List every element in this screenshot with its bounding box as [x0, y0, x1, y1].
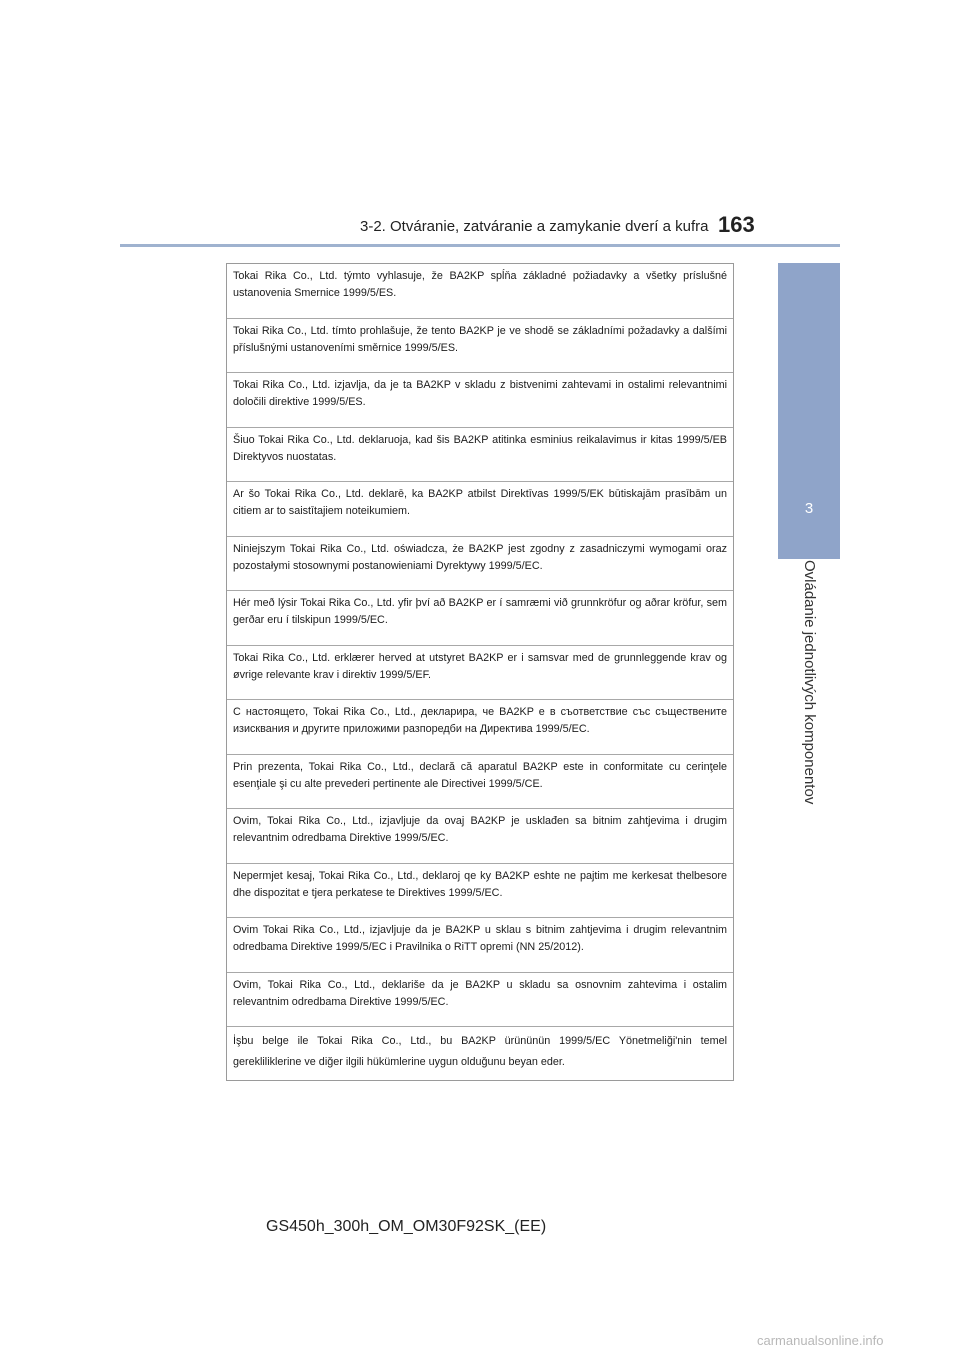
declaration-row: Tokai Rika Co., Ltd. izjavlja, da je ta BA2KP v skladu z bistvenimi zahtevami in ostalimi relevantnimi določili direktive 1999/5/ES. [227, 373, 733, 428]
watermark-link[interactable]: carmanualsonline.info [757, 1333, 884, 1348]
declaration-row: Tokai Rika Co., Ltd. týmto vyhlasuje, že BA2KP spĺňa základné požiadavky a všetky príslušné ustanovenia Smernice 1999/5/ES. [227, 264, 733, 319]
chapter-number: 3 [804, 500, 814, 517]
footer-document-code: GS450h_300h_OM_OM30F92SK_(EE) [266, 1218, 547, 1235]
declaration-table [226, 263, 734, 1081]
declaration-row: İşbu belge ile Tokai Rika Co., Ltd., bu BA2KP ürününün 1999/5/EC Yönetmeliği'nin temel gerekliliklerine ve diğer ilgili hükümlerine uygun olduğunu beyan eder. [233, 1035, 727, 1068]
declaration-row: Šiuo Tokai Rika Co., Ltd. deklaruoja, kad šis BA2KP atitinka esminius reikalavimus ir kitas 1999/5/EB Direktyvos nuostatas. [227, 428, 733, 483]
declaration-row: Tokai Rika Co., Ltd. tímto prohlašuje, že tento BA2KP je ve shodě se základními požadavky a dalšími příslušnými ustanoveními směrnice 1999/5/ES. [227, 319, 733, 374]
declaration-row: Ovim Tokai Rika Co., Ltd., izjavljuje da je BA2KP u sklau s bitnim zahtjevima i drugim relevantnim odredbama Direktive 1999/5/EC i Pravilnika o RiTT opremi (NN 25/2012). [227, 918, 733, 973]
declaration-row: Tokai Rika Co., Ltd. erklærer herved at utstyret BA2KP er i samsvar med de grunnleggende krav og øvrige relevante krav i direktiv 1999/5/EF. [227, 646, 733, 701]
declaration-row: Hér með lýsir Tokai Rika Co., Ltd. yfir því að BA2KP er í samræmi við grunnkröfur og aðrar kröfur, sem gerðar eru í tilskipun 1999/5/EC. [227, 591, 733, 646]
header-rule [120, 244, 840, 247]
declaration-row: Prin prezenta, Tokai Rika Co., Ltd., declară că aparatul BA2KP este in conformitate cu cerinţele esenţiale şi cu alte prevederi pertinente ale Directivei 1999/5/CE. [227, 755, 733, 810]
chapter-title: Ovládanie jednotlivých komponentov [801, 560, 818, 805]
section-title: 3-2. Otváranie, zatváranie a zamykanie dverí a kufra [360, 218, 709, 235]
page-number: 163 [718, 212, 755, 237]
declaration-row: Ar šo Tokai Rika Co., Ltd. deklarē, ka BA2KP atbilst Direktīvas 1999/5/EK būtiskajām prasībām un citiem ar to saistītajiem noteikumiem. [227, 482, 733, 537]
declaration-row: Nepermjet kesaj, Tokai Rika Co., Ltd., deklaroj qe ky BA2KP eshte ne pajtim me kerkesat thelbesore dhe dispozitat e tjera perkatese te Direktives 1999/5/EC. [227, 864, 733, 919]
declaration-row: Ovim, Tokai Rika Co., Ltd., izjavljuje da ovaj BA2KP je usklađen sa bitnim zahtjevima i drugim relevantnim odredbama Direktive 1999/5/EC. [227, 809, 733, 864]
declaration-row: С настоящето, Tokai Rika Co., Ltd., декларира, че BA2KP е в съответствие със съществените изисквания и другите приложими разпоредби на Директива 1999/5/ЕС. [227, 700, 733, 755]
declaration-row: Niniejszym Tokai Rika Co., Ltd. oświadcza, że BA2KP jest zgodny z zasadniczymi wymogami oraz pozostałymi stosownymi postanowieniami Dyrektywy 1999/5/EC. [227, 537, 733, 592]
declaration-row: Ovim, Tokai Rika Co., Ltd., deklariše da je BA2KP u skladu sa osnovnim zahtevima i ostalim relevantnim odredbama Direktive 1999/5/EC. [227, 973, 733, 1028]
